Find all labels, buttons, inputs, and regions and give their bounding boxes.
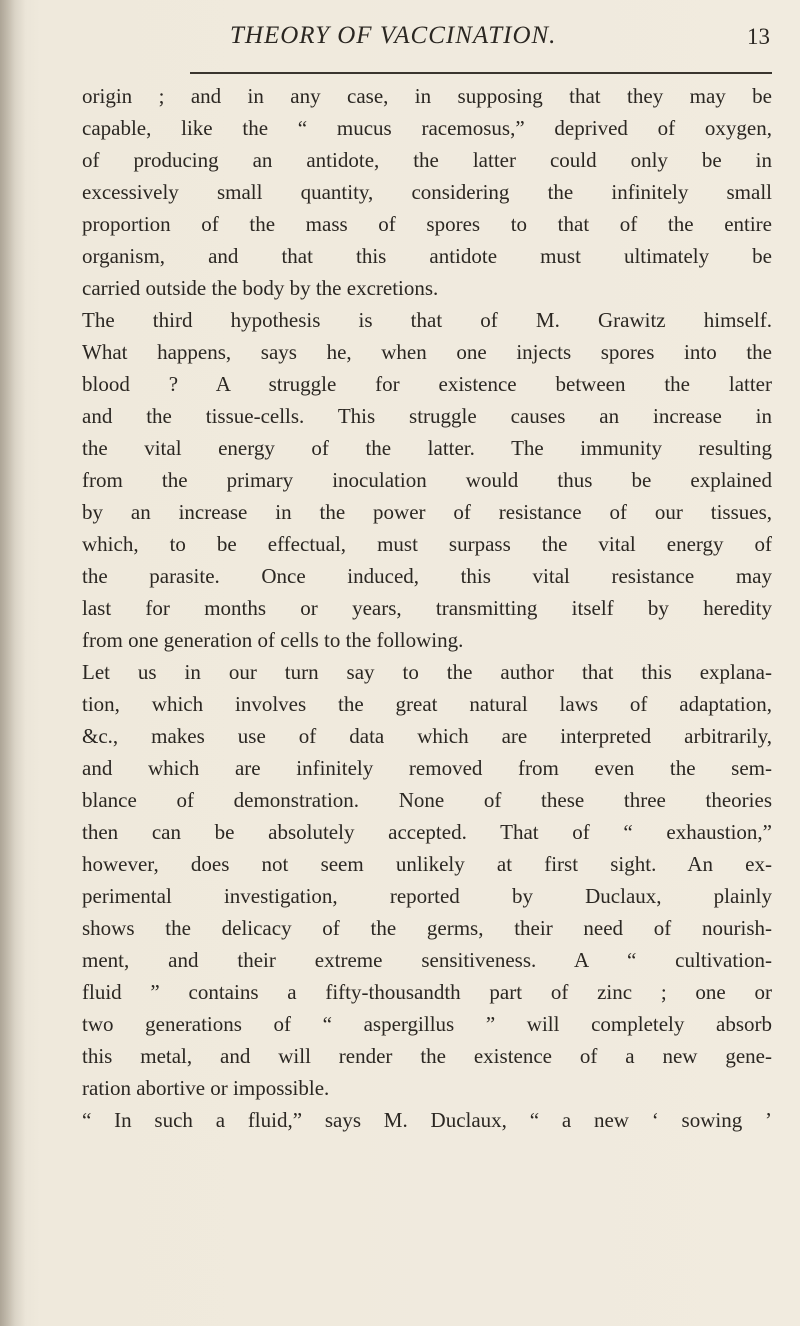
page-number: 13 <box>747 24 770 49</box>
text-line: ration abortive or impossible. <box>82 1076 330 1100</box>
text-line: which, to be effectual, must surpass the vital energy of <box>82 532 772 556</box>
header-rule <box>190 72 772 74</box>
text-line: The third hypothesis is that of M. Grawitz himself. <box>82 308 772 332</box>
text-line: and which are infinitely removed from even the sem- <box>82 756 772 780</box>
text-line: Let us in our turn say to the author that this explana- <box>82 660 772 684</box>
text-line: “ In such a fluid,” says M. Duclaux, “ a new ‘ sowing ’ <box>82 1108 772 1132</box>
running-title: THEORY OF VACCINATION. <box>230 22 557 49</box>
running-head <box>80 20 770 56</box>
text-line: from the primary inoculation would thus be explained <box>82 468 772 492</box>
text-line: carried outside the body by the excretions. <box>82 276 439 300</box>
text-line: the parasite. Once induced, this vital resistance may <box>82 564 772 588</box>
text-line: organism, and that this antidote must ultimately be <box>82 244 772 268</box>
text-line: last for months or years, transmitting itself by heredity <box>82 596 772 620</box>
body-text <box>82 80 772 1136</box>
text-line: blood ? A struggle for existence between the latter <box>82 372 772 396</box>
text-line: from one generation of cells to the following. <box>82 628 464 652</box>
text-line: fluid ” contains a fifty-thousandth part of zinc ; one or <box>82 980 772 1004</box>
text-line: capable, like the “ mucus racemosus,” deprived of oxygen, <box>82 116 772 140</box>
text-line: tion, which involves the great natural laws of adaptation, <box>82 692 772 716</box>
text-line: ment, and their extreme sensitiveness. A “ cultivation- <box>82 948 772 972</box>
text-line: the vital energy of the latter. The immunity resulting <box>82 436 772 460</box>
text-line: however, does not seem unlikely at first sight. An ex- <box>82 852 772 876</box>
text-line: then can be absolutely accepted. That of “ exhaustion,” <box>82 820 772 844</box>
text-line: What happens, says he, when one injects spores into the <box>82 340 772 364</box>
text-line: this metal, and will render the existence of a new gene- <box>82 1044 772 1068</box>
text-line: by an increase in the power of resistance of our tissues, <box>82 500 772 524</box>
text-line: of producing an antidote, the latter could only be in <box>82 148 772 172</box>
text-line: two generations of “ aspergillus ” will completely absorb <box>82 1012 772 1036</box>
text-line: perimental investigation, reported by Duclaux, plainly <box>82 884 772 908</box>
text-line: proportion of the mass of spores to that of the entire <box>82 212 772 236</box>
text-line: blance of demonstration. None of these three theories <box>82 788 772 812</box>
text-line: origin ; and in any case, in supposing that they may be <box>82 84 772 108</box>
text-line: &c., makes use of data which are interpreted arbitrarily, <box>82 724 772 748</box>
text-line: and the tissue-cells. This struggle causes an increase in <box>82 404 772 428</box>
text-line: shows the delicacy of the germs, their need of nourish- <box>82 916 772 940</box>
page-gutter-shadow <box>0 0 26 1326</box>
text-line: excessively small quantity, considering the infinitely small <box>82 180 772 204</box>
